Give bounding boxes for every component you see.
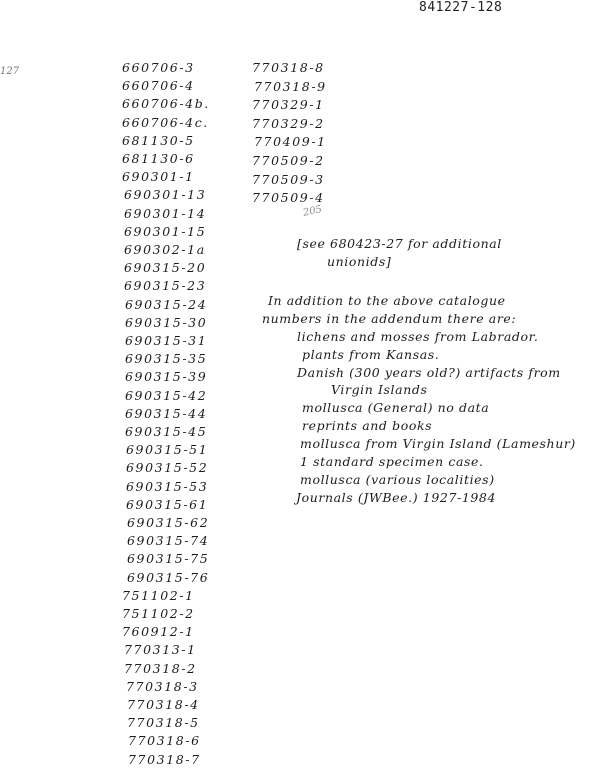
catalogue-number: 690301-13 (124, 187, 207, 203)
catalogue-number: 690315-39 (125, 369, 208, 385)
catalogue-number: 690315-74 (127, 533, 210, 549)
catalogue-number: 770509-3 (252, 171, 325, 187)
catalogue-number: 660706-4c. (122, 114, 209, 130)
catalogue-number: 690315-62 (127, 515, 210, 530)
catalogue-number: 690302-1a (124, 242, 206, 257)
catalogue-number: 770318-5 (127, 715, 200, 731)
catalogue-number: 690315-24 (125, 296, 208, 312)
bracket-note-line: [see 680423-27 for additional (297, 236, 502, 251)
addendum-line: mollusca (General) no data (302, 400, 490, 415)
catalogue-number: 681130-5 (122, 132, 195, 148)
catalogue-number: 690315-51 (126, 442, 209, 458)
catalogue-number: 770329-1 (252, 97, 325, 113)
catalogue-number: 770509-2 (252, 153, 325, 168)
pencil-note: 205 (302, 204, 324, 219)
addendum-line: reprints and books (302, 418, 433, 433)
catalogue-number: 690315-76 (127, 569, 210, 585)
addendum-line: mollusca (various localities) (300, 472, 495, 487)
addendum-line: Virgin Islands (331, 382, 428, 397)
catalogue-number: 681130-6 (122, 151, 195, 166)
catalogue-number: 660706-4b. (122, 96, 210, 112)
addendum-line: Journals (JWBee.) 1927-1984 (296, 490, 497, 505)
catalogue-number: 690315-45 (125, 424, 208, 439)
catalogue-number: 751102-1 (122, 587, 195, 603)
catalogue-number: 690315-23 (124, 278, 207, 294)
addendum-line: mollusca from Virgin Island (Lameshur) (300, 436, 576, 451)
addendum-line: Danish (300 years old?) artifacts from (297, 365, 561, 380)
addendum-line: numbers in the addendum there are: (262, 311, 517, 326)
catalogue-number: 770318-2 (124, 660, 197, 676)
catalogue-number: 690315-42 (125, 387, 208, 403)
catalogue-number: 690301-15 (124, 223, 207, 239)
catalogue-number: 770318-7 (128, 751, 201, 767)
catalogue-number: 770318-3 (126, 678, 199, 694)
catalogue-number: 690315-53 (126, 478, 209, 494)
addendum-line: lichens and mosses from Labrador. (297, 329, 539, 344)
catalogue-number: 770318-4 (127, 697, 200, 712)
catalogue-number: 760912-1 (122, 624, 195, 640)
addendum-line: 1 standard specimen case. (300, 454, 484, 469)
document-id: 841227-128 (419, 0, 503, 15)
margin-mark: 127 (0, 66, 20, 77)
catalogue-number: 690301-1 (122, 169, 195, 185)
catalogue-number: 690315-30 (125, 314, 208, 330)
catalogue-number: 660706-3 (122, 60, 195, 75)
catalogue-number: 770329-2 (252, 115, 325, 131)
catalogue-number: 770318-8 (252, 60, 325, 75)
catalogue-number: 690315-75 (127, 551, 210, 567)
bracket-note-line: unionids] (327, 254, 392, 269)
catalogue-number: 690315-52 (126, 460, 209, 476)
catalogue-number: 690315-35 (125, 351, 208, 367)
catalogue-number: 770313-1 (124, 642, 197, 658)
catalogue-number: 770509-4 (252, 190, 325, 206)
addendum-line: In addition to the above catalogue (268, 293, 506, 308)
catalogue-number: 690315-20 (124, 260, 207, 276)
catalogue-number: 770318-9 (254, 78, 327, 94)
catalogue-number: 770409-1 (254, 134, 327, 150)
catalogue-number: 751102-2 (122, 606, 195, 621)
catalogue-number: 770318-6 (128, 733, 201, 749)
addendum-line: plants from Kansas. (302, 347, 440, 362)
catalogue-number: 690315-44 (125, 405, 208, 421)
catalogue-number: 660706-4 (122, 78, 195, 94)
catalogue-number: 690315-31 (125, 333, 208, 348)
catalogue-number: 690301-14 (124, 205, 207, 221)
catalogue-number: 690315-61 (126, 496, 209, 512)
